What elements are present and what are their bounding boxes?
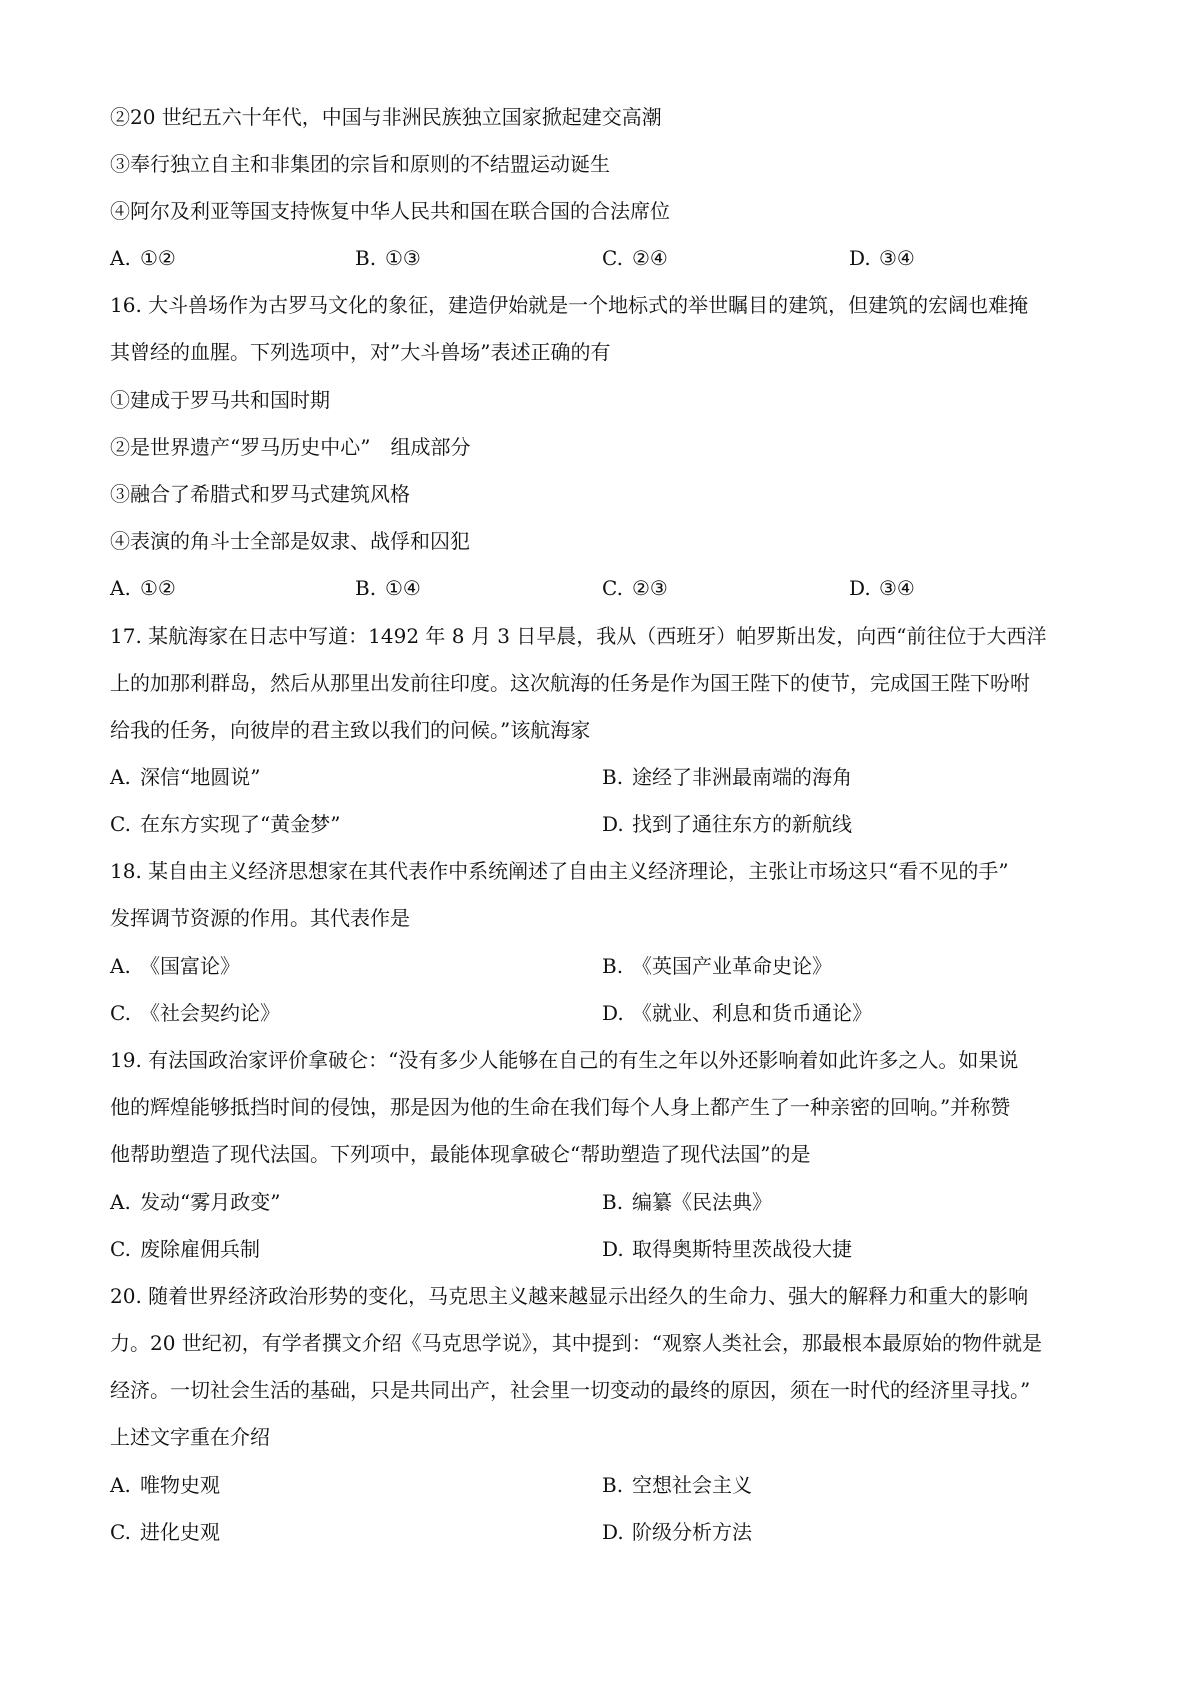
q16-item-3: ③融合了希腊式和罗马式建筑风格 bbox=[110, 482, 410, 506]
q18-option-b[interactable]: B. 《英国产业革命史论》 bbox=[602, 954, 832, 978]
q19-stem-line-3: 他帮助塑造了现代法国。下列项中，最能体现拿破仑“帮助塑造了现代法国”的是 bbox=[110, 1142, 811, 1166]
q17-option-c[interactable]: C. 在东方实现了“黄金梦” bbox=[110, 812, 341, 836]
q16-item-1: ①建成于罗马共和国时期 bbox=[110, 388, 330, 412]
q16-option-c[interactable]: C. ②③ bbox=[602, 576, 668, 600]
q16-item-4: ④表演的角斗士全部是奴隶、战俘和囚犯 bbox=[110, 529, 470, 553]
q15-option-c[interactable]: C. ②④ bbox=[602, 246, 668, 270]
q16-item-2: ②是世界遗产“罗马历史中心” 组成部分 bbox=[110, 435, 471, 459]
q15-item-4: ④阿尔及利亚等国支持恢复中华人民共和国在联合国的合法席位 bbox=[110, 199, 670, 223]
q17-stem-line-2: 上的加那利群岛，然后从那里出发前往印度。这次航海的任务是作为国王陛下的使节，完成国王陛下吩咐 bbox=[110, 671, 1030, 695]
q17-option-b[interactable]: B. 途经了非洲最南端的海角 bbox=[602, 765, 852, 789]
q18-stem-line-2: 发挥调节资源的作用。其代表作是 bbox=[110, 906, 410, 930]
q19-options-row-1 bbox=[110, 1188, 1100, 1216]
q15-option-d[interactable]: D. ③④ bbox=[849, 246, 915, 270]
q20-options-row-2 bbox=[110, 1518, 1100, 1546]
q19-options-row-2 bbox=[110, 1235, 1100, 1263]
q20-option-c[interactable]: C. 进化史观 bbox=[110, 1520, 220, 1544]
q20-stem-line-1: 20. 随着世界经济政治形势的变化，马克思主义越来越显示出经久的生命力、强大的解释力和重大的影响 bbox=[110, 1284, 1029, 1308]
q15-option-a[interactable]: A. ①② bbox=[110, 246, 176, 270]
q17-stem-line-1: 17. 某航海家在日志中写道：1492 年 8 月 3 日早晨，我从（西班牙）帕罗斯出发，向西“前往位于大西洋 bbox=[110, 624, 1047, 648]
q15-options bbox=[110, 244, 1100, 272]
q18-option-c[interactable]: C. 《社会契约论》 bbox=[110, 1001, 280, 1025]
q20-option-d[interactable]: D. 阶级分析方法 bbox=[602, 1520, 752, 1544]
q18-options-row-2 bbox=[110, 999, 1100, 1027]
q19-stem-line-1: 19. 有法国政治家评价拿破仑：“没有多少人能够在自己的有生之年以外还影响着如此许多之人。如果说 bbox=[110, 1048, 1019, 1072]
q20-options-row-1 bbox=[110, 1471, 1100, 1499]
q20-option-a[interactable]: A. 唯物史观 bbox=[110, 1473, 220, 1497]
q17-stem-line-3: 给我的任务，向彼岸的君主致以我们的问候。”该航海家 bbox=[110, 718, 591, 742]
q17-options-row-1 bbox=[110, 763, 1100, 791]
q17-option-d[interactable]: D. 找到了通往东方的新航线 bbox=[602, 812, 852, 836]
q19-option-b[interactable]: B. 编纂《民法典》 bbox=[602, 1190, 772, 1214]
q17-option-a[interactable]: A. 深信“地圆说” bbox=[110, 765, 261, 789]
q19-option-d[interactable]: D. 取得奥斯特里茨战役大捷 bbox=[602, 1237, 852, 1261]
q15-item-3: ③奉行独立自主和非集团的宗旨和原则的不结盟运动诞生 bbox=[110, 152, 610, 176]
q16-option-a[interactable]: A. ①② bbox=[110, 576, 176, 600]
q16-stem-line-1: 16. 大斗兽场作为古罗马文化的象征，建造伊始就是一个地标式的举世瞩目的建筑，但建筑的宏阔也难掩 bbox=[110, 293, 1029, 317]
q19-stem-line-2: 他的辉煌能够抵挡时间的侵蚀，那是因为他的生命在我们每个人身上都产生了一种亲密的回响。”并称赞 bbox=[110, 1095, 1011, 1119]
q18-options-row-1 bbox=[110, 952, 1100, 980]
q16-option-b[interactable]: B. ①④ bbox=[355, 576, 421, 600]
q17-options-row-2 bbox=[110, 810, 1100, 838]
q20-stem-line-4: 上述文字重在介绍 bbox=[110, 1425, 270, 1449]
q16-stem-line-2: 其曾经的血腥。下列选项中，对”大斗兽场”表述正确的有 bbox=[110, 340, 611, 364]
q19-option-c[interactable]: C. 废除雇佣兵制 bbox=[110, 1237, 260, 1261]
q20-stem-line-3: 经济。一切社会生活的基础，只是共同出产，社会里一切变动的最终的原因，须在一时代的经济里寻找。” bbox=[110, 1378, 1031, 1402]
q16-options bbox=[110, 574, 1100, 602]
q15-option-b[interactable]: B. ①③ bbox=[355, 246, 421, 270]
q18-stem-line-1: 18. 某自由主义经济思想家在其代表作中系统阐述了自由主义经济理论，主张让市场这只“看不见的手” bbox=[110, 859, 1009, 883]
q18-option-d[interactable]: D. 《就业、利息和货币通论》 bbox=[602, 1001, 872, 1025]
q18-option-a[interactable]: A. 《国富论》 bbox=[110, 954, 240, 978]
q19-option-a[interactable]: A. 发动“雾月政变” bbox=[110, 1190, 281, 1214]
q16-option-d[interactable]: D. ③④ bbox=[849, 576, 915, 600]
q20-stem-line-2: 力。20 世纪初，有学者撰文介绍《马克思学说》，其中提到：“观察人类社会，那最根本最原始的物件就是 bbox=[110, 1331, 1043, 1355]
q15-item-2: ②20 世纪五六十年代，中国与非洲民族独立国家掀起建交高潮 bbox=[110, 105, 662, 129]
q20-option-b[interactable]: B. 空想社会主义 bbox=[602, 1473, 752, 1497]
